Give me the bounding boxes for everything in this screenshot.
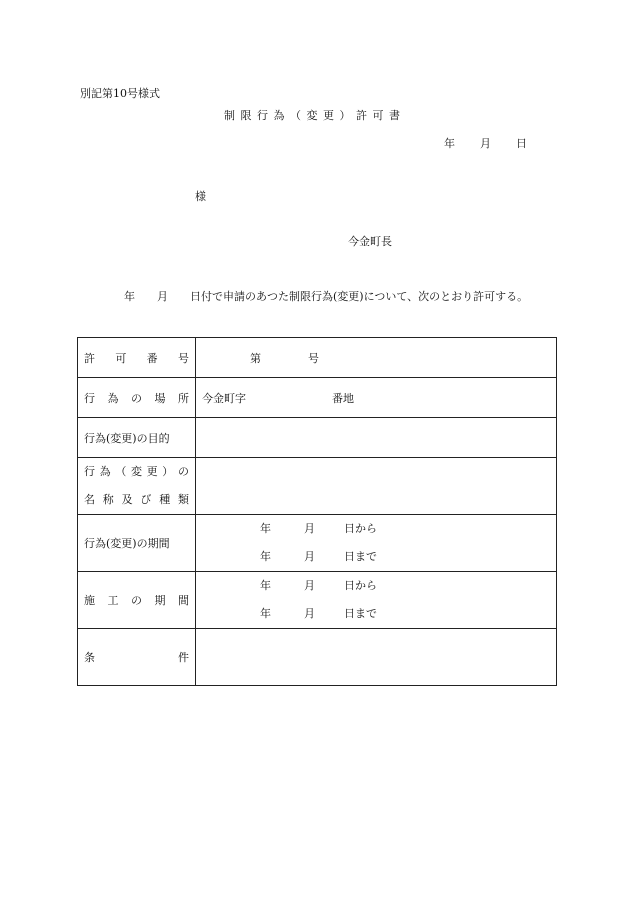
body-month: 月	[157, 290, 168, 303]
issuer-name: 今金町長	[348, 235, 392, 248]
document-title: 制限行為（変更）許可書	[224, 109, 406, 122]
table-row	[78, 458, 557, 515]
period-to: 年 月 日まで	[260, 550, 377, 563]
justified-label: 条 件	[84, 651, 189, 664]
place-suffix: 番地	[332, 391, 354, 405]
date-day: 日	[516, 137, 527, 150]
period-value	[196, 515, 557, 572]
construction-period-label	[78, 572, 196, 629]
period-from: 年 月 日から	[260, 522, 377, 535]
body-paragraph	[80, 282, 560, 312]
name-type-value	[196, 458, 557, 515]
date-year: 年	[444, 137, 455, 150]
justified-label: 行 為 の 場 所	[84, 391, 189, 405]
table-row	[78, 629, 557, 686]
body-sentence: 日付で申請のあつた制限行為(変更)について、次のとおり許可する。	[190, 290, 529, 303]
place-prefix: 今金町字	[202, 391, 246, 405]
body-year: 年	[124, 290, 135, 303]
table-row	[78, 378, 557, 418]
table-row	[78, 418, 557, 458]
permit-number-value	[196, 338, 557, 378]
place-value	[196, 378, 557, 418]
construction-to: 年 月 日まで	[260, 607, 377, 620]
issue-date	[444, 138, 527, 149]
conditions-value	[196, 629, 557, 686]
table-row	[78, 572, 557, 629]
date-month: 月	[480, 137, 491, 150]
justified-label: 許 可 番 号	[84, 351, 189, 365]
construction-period-value	[196, 572, 557, 629]
construction-from: 年 月 日から	[260, 579, 377, 592]
permit-table	[77, 337, 557, 686]
justified-label: 名 称 及 び 種 類	[84, 493, 189, 506]
justified-label: 施 工 の 期 間	[84, 594, 189, 607]
addressee-suffix: 様	[195, 190, 206, 203]
number-suffix: 号	[308, 351, 319, 365]
form-number-label: 別記第10号様式	[80, 87, 160, 100]
table-row	[78, 338, 557, 378]
purpose-label: 行為(変更)の目的	[78, 418, 196, 458]
period-label: 行為(変更)の期間	[78, 515, 196, 572]
name-type-label	[78, 458, 196, 515]
purpose-value	[196, 418, 557, 458]
place-label	[78, 378, 196, 418]
table-row	[78, 515, 557, 572]
justified-label: 行 為 （ 変 更 ） の	[84, 465, 189, 478]
number-prefix: 第	[250, 351, 261, 365]
conditions-label	[78, 629, 196, 686]
permit-number-label	[78, 338, 196, 378]
